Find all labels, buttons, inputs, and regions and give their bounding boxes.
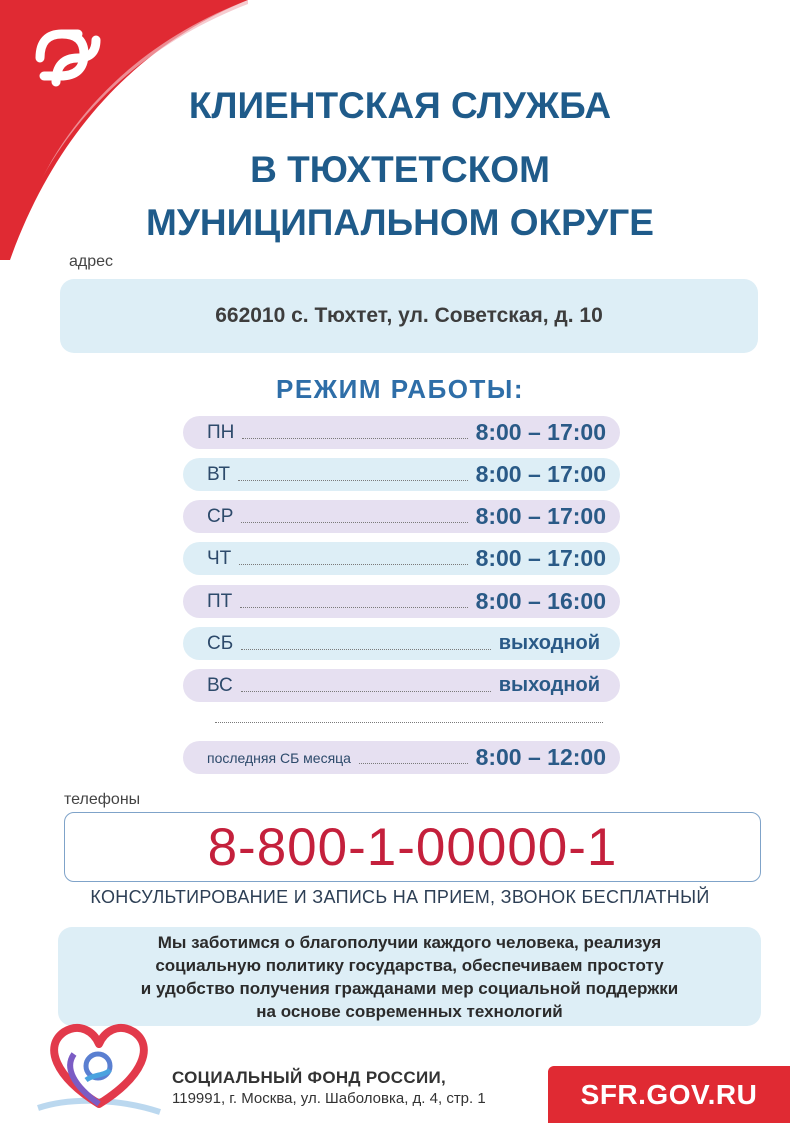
schedule-time: 8:00 – 17:00	[475, 461, 606, 487]
phone-number[interactable]: 8-800-1-00000-1	[207, 817, 618, 877]
org-name: СОЦИАЛЬНЫЙ ФОНД РОССИИ,	[172, 1068, 447, 1087]
phones-label: телефоны	[64, 791, 141, 808]
phone-box	[64, 812, 761, 882]
schedule-row-mon	[183, 416, 620, 449]
schedule-row-last-saturday	[183, 741, 620, 774]
mission-line: социальную политику государства, обеспечиваем простоту	[155, 955, 664, 975]
dotted-leader	[239, 564, 467, 565]
phone-note: КОНСУЛЬТИРОВАНИЕ И ЗАПИСЬ НА ПРИЕМ, ЗВОНОК БЕСПЛАТНЫЙ	[90, 887, 710, 907]
schedule-day: ВС	[207, 674, 233, 696]
page-title-line2: В ТЮХТЕТСКОМ	[250, 149, 550, 190]
page-title-line3: МУНИЦИПАЛЬНОМ ОКРУГЕ	[146, 202, 654, 243]
dotted-leader	[240, 607, 467, 608]
schedule-day: последняя СБ месяца	[207, 749, 351, 766]
schedule-row-fri	[183, 585, 620, 618]
schedule-time: 8:00 – 17:00	[475, 545, 606, 571]
dotted-leader	[359, 763, 468, 764]
schedule-time: 8:00 – 17:00	[475, 503, 606, 529]
heart-logo-icon	[34, 1016, 164, 1116]
schedule-day: ВТ	[207, 463, 231, 485]
schedule-title: РЕЖИМ РАБОТЫ:	[276, 374, 524, 404]
schedule-time: 8:00 – 12:00	[475, 744, 606, 770]
website-link[interactable]: SFR.GOV.RU	[580, 1078, 758, 1110]
schedule-day: ПТ	[207, 590, 233, 612]
schedule-row-wed	[183, 500, 620, 533]
dotted-leader	[241, 691, 491, 692]
schedule-day: СР	[207, 505, 234, 527]
schedule-day: СБ	[207, 632, 234, 654]
schedule-row-sun	[183, 669, 620, 702]
website-badge[interactable]	[548, 1066, 790, 1123]
schedule-row-thu	[183, 542, 620, 575]
mission-line: и удобство получения гражданами мер социальной поддержки	[140, 978, 679, 998]
address-label: адрес	[69, 253, 114, 270]
schedule-separator	[215, 722, 603, 723]
schedule-time: выходной	[498, 632, 600, 654]
schedule-day: ПН	[207, 421, 235, 443]
dotted-leader	[241, 522, 467, 523]
schedule-time: выходной	[498, 674, 600, 696]
address-box	[60, 279, 758, 353]
schedule-day: ЧТ	[207, 547, 232, 569]
org-address: 119991, г. Москва, ул. Шаболовка, д. 4, стр. 1	[172, 1090, 486, 1107]
mission-line: на основе современных технологий	[256, 1001, 563, 1021]
mission-line: Мы заботимся о благополучии каждого человека, реализуя	[157, 932, 662, 952]
dotted-leader	[242, 438, 467, 439]
page-title-line1: КЛИЕНТСКАЯ СЛУЖБА	[188, 85, 612, 126]
dotted-leader	[238, 480, 468, 481]
address-value: 662010 с. Тюхтет, ул. Советская, д. 10	[215, 304, 603, 327]
schedule-time: 8:00 – 16:00	[475, 588, 606, 614]
schedule-row-sat	[183, 627, 620, 660]
schedule-time: 8:00 – 17:00	[475, 419, 606, 445]
dotted-leader	[241, 649, 491, 650]
schedule-row-tue	[183, 458, 620, 491]
mission-box	[58, 927, 761, 1026]
